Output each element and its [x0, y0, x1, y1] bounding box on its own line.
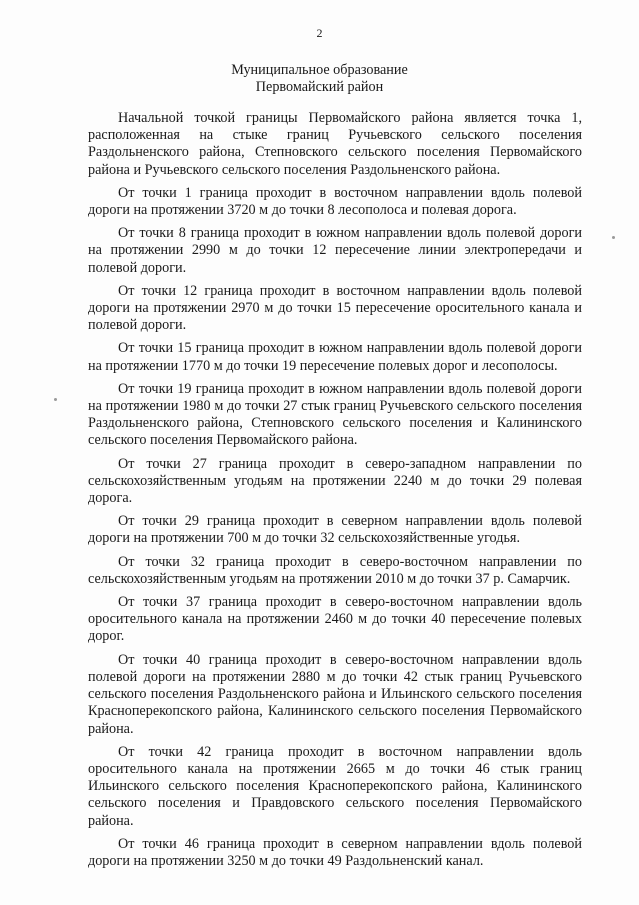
- scan-speck: [54, 398, 57, 401]
- scan-speck: [612, 236, 615, 239]
- document-heading: [0, 62, 639, 96]
- paragraph-13: От точки 46 граница проходит в северном направлении вдоль полевой дороги на протяжении 3250 м до точки 49 Раздольненский канал.: [88, 835, 582, 869]
- paragraph-1: Начальной точкой границы Первомайского района является точка 1, расположенная на стыке границ Ручьевского сельского поселения Раздольненского района, Степновского сельского поселения Первомайского района и Ручьевского сельского поселения Раздольненского района.: [88, 110, 582, 178]
- paragraph-8: От точки 29 граница проходит в северном направлении вдоль полевой дороги на протяжении 700 м до точки 32 сельскохозяйственные угодья.: [88, 513, 582, 547]
- paragraph-10: От точки 37 граница проходит в северо-восточном направлении вдоль оросительного канала на протяжении 2460 м до точки 40 пересечение полевых дорог.: [88, 594, 582, 645]
- page-number: 2: [316, 26, 323, 40]
- paragraph-2: От точки 1 граница проходит в восточном направлении вдоль полевой дороги на протяжении 3720 м до точки 8 лесополоса и полевая дорога.: [88, 184, 582, 219]
- paragraph-9: От точки 32 граница проходит в северо-восточном направлении по сельскохозяйственным угодьям на протяжении 2010 м до точки 37 р. Самарчик.: [88, 553, 582, 587]
- paragraph-12: От точки 42 граница проходит в восточном направлении вдоль оросительного канала на протяжении 2665 м до точки 46 стык границ Ильинского сельского поселения Красноперекопского района, Калининского сельского поселения и Правдовского сельского поселения Первомайского района.: [88, 743, 582, 829]
- paragraph-7: От точки 27 граница проходит в северо-западном направлении по сельскохозяйственным угодьям на протяжении 2240 м до точки 29 полевая дорога.: [88, 455, 582, 507]
- paragraph-11: От точки 40 граница проходит в северо-восточном направлении вдоль полевой дороги на протяжении 2880 м до точки 42 стык границ Ручьевского сельского поселения Раздольненского района и Ильинского сельского поселения Красноперекопского района, Калининского сельского поселения Первомайского района.: [88, 651, 582, 737]
- heading-line-1: Муниципальное образование: [231, 62, 408, 78]
- heading-line-2: Первомайский район: [255, 79, 384, 95]
- paragraph-6: От точки 19 граница проходит в южном направлении вдоль полевой дороги на протяжении 1980 м до точки 27 стык границ Ручьевского сельского поселения Раздольненского района, Степновского сельского поселения и Калининского сельского поселения Первомайского района.: [88, 380, 582, 449]
- paragraph-5: От точки 15 граница проходит в южном направлении вдоль полевой дороги на протяжении 1770 м до точки 19 пересечение полевых дорог и лесополосы.: [88, 340, 582, 374]
- document-body: [88, 110, 582, 876]
- paragraph-4: От точки 12 граница проходит в восточном направлении вдоль полевой дороги на протяжении 2970 м до точки 15 пересечение оросительного канала и полевой дороги.: [88, 282, 582, 334]
- paragraph-3: От точки 8 граница проходит в южном направлении вдоль полевой дороги на протяжении 2990 м до точки 12 пересечение линии электропередачи и полевой дороги.: [88, 225, 582, 276]
